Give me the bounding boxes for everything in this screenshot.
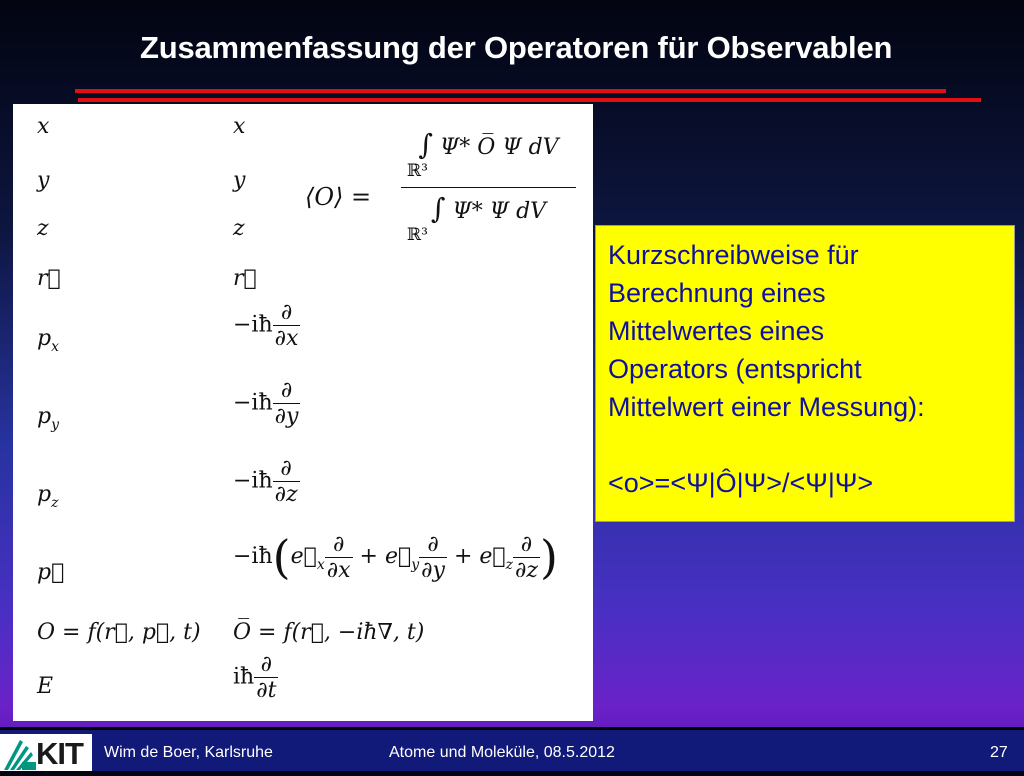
observable-z: z — [37, 216, 49, 241]
slide-title: Zusammenfassung der Operatoren für Observablen — [140, 30, 893, 65]
kit-logo-icon — [0, 734, 36, 771]
title-underline-top — [75, 89, 946, 93]
note-line: Mittelwertes eines — [608, 316, 825, 346]
expectation-numerator: ∫ Ψ* O̅ Ψ dV ℝ³ — [407, 128, 559, 181]
note-line: Berechnung eines — [608, 278, 826, 308]
operator-o-function: O̅ = f(r⃗, −iħ∇, t) — [233, 620, 425, 645]
note-line: Operators (entspricht — [608, 354, 862, 384]
operator-table — [13, 104, 593, 721]
footer-author: Wim de Boer, Karlsruhe — [104, 744, 273, 761]
operator-energy: iħ $\frac{\partial}{\partial t}$ — [233, 652, 277, 703]
observable-x: x — [37, 114, 50, 139]
kit-logo — [0, 734, 92, 771]
operator-pz: −iħ $\frac{\partial}{\partial z}$ — [233, 456, 298, 507]
title-underline-bottom — [78, 98, 981, 102]
note-formula: <o>=<Ψ|Ô|Ψ>/<Ψ|Ψ> — [608, 468, 874, 498]
operator-r: r⃗ — [233, 266, 257, 291]
footer-bar — [0, 727, 1024, 771]
observable-y: y — [37, 168, 50, 193]
page-number: 27 — [990, 744, 1008, 761]
kit-logo-text: KIT — [36, 736, 83, 771]
observable-o-function: O = f(r⃗, p⃗, t) — [37, 620, 201, 645]
observable-px: $p_x$ — [37, 326, 59, 355]
note-spacer — [608, 426, 1002, 464]
expectation-lhs: ⟨O⟩ = — [305, 183, 372, 211]
note-box — [595, 225, 1015, 522]
operator-px: −iħ $\frac{\partial}{\partial x}$ — [233, 300, 299, 351]
observable-r: r⃗ — [37, 266, 61, 291]
observable-pz: $p_z$ — [37, 482, 59, 511]
operator-y: y — [233, 168, 246, 193]
operator-p-vector: $-iħ(e⃗_x$ $\frac{\partial}{\partial x}$ + $e⃗_y$ $\frac{\partial}{\partial y}$ + $e⃗_z$ $\frac{\partial}{\partial z}$ ) — [233, 530, 558, 584]
operator-x: x — [233, 114, 246, 139]
expectation-value-formula — [301, 128, 586, 268]
note-line: Kurzschreibweise für — [608, 240, 859, 270]
note-line: Mittelwert einer Messung): — [608, 392, 925, 422]
observable-py: $p_y$ — [37, 404, 60, 433]
observable-energy: E — [37, 674, 54, 699]
footer-course: Atome und Moleküle, 08.5.2012 — [389, 744, 615, 761]
expectation-denominator: ∫ Ψ* Ψ dV ℝ³ — [407, 192, 547, 245]
operator-z: z — [233, 216, 245, 241]
expectation-fraction — [401, 128, 576, 245]
operator-py: −iħ $\frac{\partial}{\partial y}$ — [233, 378, 299, 429]
fraction-bar — [401, 187, 576, 188]
observable-p-vector: p⃗ — [37, 560, 65, 585]
